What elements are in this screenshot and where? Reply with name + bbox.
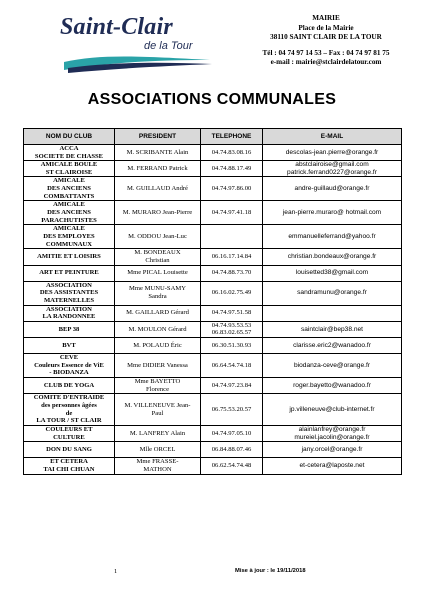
email-cell (263, 249, 402, 265)
email-cell (263, 201, 402, 225)
table-header-row (24, 129, 402, 145)
president-text: M. VILLENEUVE Jean- (124, 402, 191, 410)
phone-cell (201, 394, 263, 426)
email-cell (263, 145, 402, 161)
president-cell (115, 145, 201, 161)
phone-text: 04.74.83.08.16 (211, 148, 252, 156)
email-link[interactable]: patrick.ferrand0227@orange.fr (287, 168, 377, 176)
club-cell (24, 177, 115, 201)
table-row (24, 161, 402, 177)
president-cell (115, 377, 201, 393)
phone-text: 04.74.97.05.10 (211, 429, 252, 437)
president-text: M. MURARO Jean-Pierre (122, 209, 193, 217)
email-link[interactable]: louisetted38@gmail.com (295, 269, 369, 277)
contact-line: Tél : 04 74 97 14 53 – Fax : 04 74 97 81 75 (262, 48, 390, 57)
email-cell (263, 337, 402, 353)
club-text: TAI CHI CHUAN (43, 465, 95, 473)
phone-cell (201, 442, 263, 458)
president-text: Christian (145, 256, 170, 264)
club-text: CLUB DE YOGA (43, 381, 95, 389)
president-cell (115, 394, 201, 426)
phone-text: 04.74.97.23.84 (211, 381, 252, 389)
email-cell (263, 177, 402, 201)
phone-text: 04.74.97.41.18 (211, 209, 252, 217)
email-cell (263, 321, 402, 337)
president-text: M. MOULON Gérard (128, 325, 187, 333)
email-cell (263, 281, 402, 305)
president-text: Paul (151, 409, 164, 417)
logo-name: Saint-Clair (60, 14, 173, 40)
club-text: - BIODANZA (49, 369, 89, 377)
table-row (24, 305, 402, 321)
club-cell (24, 337, 115, 353)
club-text: BVT (62, 341, 76, 349)
table-row (24, 177, 402, 201)
table-row (24, 337, 402, 353)
club-cell (24, 161, 115, 177)
president-cell (115, 305, 201, 321)
club-cell (24, 145, 115, 161)
phone-text: 04.74.93.53.53 (211, 321, 252, 329)
phone-text: 04.74.88.17.49 (211, 164, 252, 172)
email-cell (263, 426, 402, 442)
president-cell (115, 353, 201, 377)
club-text: CULTURE (53, 433, 85, 441)
associations-table (23, 128, 402, 475)
email-link[interactable]: et-cetera@laposte.net (299, 462, 365, 470)
president-cell (115, 281, 201, 305)
club-text: PARACHUTISTES (41, 216, 97, 224)
email-link[interactable]: descolas-jean.pierre@orange.fr (285, 148, 379, 156)
club-cell (24, 377, 115, 393)
club-text: COMITE D'ENTRAIDE (33, 394, 105, 402)
table-row (24, 377, 402, 393)
president-cell (115, 201, 201, 225)
club-text: DON DU SANG (46, 446, 92, 454)
column-header-email: E-MAIL (263, 129, 402, 145)
president-cell (115, 442, 201, 458)
club-text: SOCIETE DE CHASSE (34, 152, 104, 160)
page-title: ASSOCIATIONS COMMUNALES (87, 91, 337, 108)
club-text: DES EMPLOYES (43, 233, 95, 241)
email-cell (263, 394, 402, 426)
president-text: Mme MUNU-SAMY (129, 285, 186, 293)
email-link[interactable]: jany.orcel@orange.fr (301, 446, 363, 454)
column-header-phone: TELEPHONE (201, 129, 263, 145)
table-row (24, 281, 402, 305)
club-text: LA TOUR / ST CLAIR (36, 417, 102, 425)
president-text: Sandra (148, 293, 167, 301)
president-cell (115, 426, 201, 442)
email-cell (263, 225, 402, 249)
president-text: M. SCRIBANTE Alain (126, 148, 189, 156)
phone-cell (201, 249, 263, 265)
email-link[interactable]: clarisse.eric2@wanadoo.fr (293, 341, 371, 349)
club-text: des personnes âgées (41, 402, 97, 410)
club-text: MATERNELLES (43, 296, 95, 304)
email-cell (263, 161, 402, 177)
phone-text: 06.62.54.74.48 (211, 462, 252, 470)
president-text: Mme PICAL Louisette (127, 269, 188, 277)
page-number: 1 (114, 568, 118, 575)
phone-cell (201, 353, 263, 377)
president-cell (115, 337, 201, 353)
email-link[interactable]: emmanuelleferrand@yahoo.fr (288, 233, 376, 241)
email-link[interactable]: saintclair@bep38.net (300, 325, 364, 333)
club-text: DES ASSISTANTES (39, 289, 99, 297)
president-text: M. GAILLARD Gérard (126, 309, 189, 317)
email-link[interactable]: roger.bayetto@wanadoo.fr (293, 381, 371, 389)
president-cell (115, 321, 201, 337)
club-text: ASSOCIATION (46, 305, 92, 313)
email-link[interactable]: jean-pierre.muraro@ hotmail.com (282, 209, 382, 217)
club-text: ST CLAIROISE (45, 168, 93, 176)
club-text: AMICALE BOULE (40, 161, 98, 169)
club-cell (24, 225, 115, 249)
president-text: Mme BAYETTO (134, 377, 181, 385)
phone-text: 06.75.53.20.57 (211, 405, 252, 413)
president-cell (115, 177, 201, 201)
club-text: Couleurs Essence de ViE (34, 361, 104, 369)
email-link[interactable]: christian.bondeaux@orange.fr (287, 253, 377, 261)
phone-text: 06.64.54.74.18 (211, 361, 252, 369)
phone-text: 06.83.02.65.57 (211, 329, 252, 337)
email-link[interactable]: alainlanfrey@orange.fr (298, 426, 366, 434)
club-cell (24, 281, 115, 305)
phone-cell (201, 305, 263, 321)
update-date: Mise à jour : le 19/11/2018 (235, 568, 306, 574)
mairie-line: MAIRIE (312, 14, 340, 22)
president-text: M. ODDOU Jean-Luc (128, 233, 187, 241)
table-row (24, 265, 402, 281)
email-cell (263, 458, 402, 474)
logo-wave-icon (60, 52, 220, 74)
club-text: LA RANDONNEE (42, 313, 96, 321)
president-cell (115, 225, 201, 249)
phone-cell (201, 177, 263, 201)
club-text: COMMUNAUX (45, 240, 93, 248)
column-header-president: PRESIDENT (115, 129, 201, 145)
phone-text: 04.74.88.73.70 (211, 269, 252, 277)
phone-text: 04.74.97.51.58 (211, 309, 252, 317)
club-text: AMICALE (53, 201, 85, 209)
president-cell (115, 161, 201, 177)
table-row (24, 321, 402, 337)
club-cell (24, 394, 115, 426)
president-text: M. BONDEAUX (134, 249, 181, 257)
phone-cell (201, 225, 263, 249)
club-cell (24, 458, 115, 474)
club-text: BEP 38 (58, 325, 80, 333)
club-text: ET CETERA (50, 458, 88, 466)
club-text: ART ET PEINTURE (39, 269, 99, 277)
email-cell (263, 353, 402, 377)
phone-text: 06.16.02.75.49 (211, 289, 252, 297)
club-cell (24, 265, 115, 281)
email-link[interactable]: mureiel.jacolin@orange.fr (294, 433, 370, 441)
club-text: CEVE (59, 354, 79, 362)
president-text: Mme DIDIER Vanessa (127, 361, 188, 369)
phone-cell (201, 145, 263, 161)
club-text: AMICALE (53, 225, 85, 233)
email-cell (263, 265, 402, 281)
club-text: DES ANCIENS (47, 185, 91, 193)
table-row (24, 426, 402, 442)
phone-cell (201, 161, 263, 177)
phone-cell (201, 265, 263, 281)
club-text: AMITIE ET LOISIRS (37, 253, 101, 261)
mairie-address (236, 14, 416, 68)
club-text: AMICALE (53, 177, 85, 185)
email-link[interactable]: biodanza-ceve@orange.fr (294, 361, 370, 369)
club-cell (24, 305, 115, 321)
table-row (24, 442, 402, 458)
table-row (24, 225, 402, 249)
club-text: de (65, 409, 73, 417)
phone-text: 06.30.51.30.93 (211, 341, 252, 349)
logo (60, 12, 220, 74)
president-cell (115, 265, 201, 281)
president-text: M. GUILLAUD André (127, 185, 188, 193)
column-header-club: NOM DU CLUB (24, 129, 115, 145)
email-cell (263, 442, 402, 458)
club-text: ACCA (59, 145, 79, 152)
phone-text: 06.16.17.14.84 (211, 253, 252, 261)
club-cell (24, 442, 115, 458)
phone-cell (201, 426, 263, 442)
president-text: Mme FRASSE- (136, 458, 179, 466)
phone-cell (201, 458, 263, 474)
phone-cell (201, 377, 263, 393)
president-cell (115, 249, 201, 265)
table-row (24, 201, 402, 225)
phone-cell (201, 281, 263, 305)
club-cell (24, 201, 115, 225)
email-link[interactable]: sandramunu@orange.fr (297, 289, 367, 297)
club-text: ASSOCIATION (46, 281, 92, 289)
president-text: MATHON (143, 465, 172, 473)
club-text: COMBATTANTS (43, 192, 95, 200)
email-link[interactable]: andre-guillaud@orange.fr (294, 185, 370, 193)
table-row (24, 145, 402, 161)
logo-subtitle: de la Tour (144, 40, 193, 52)
president-text: Florence (145, 385, 170, 393)
phone-cell (201, 321, 263, 337)
email-link[interactable]: jp.villeneuve@club-internet.fr (289, 405, 375, 413)
club-text: COULEURS ET (45, 426, 93, 434)
table-row (24, 394, 402, 426)
mairie-line: Place de la Mairie (298, 23, 354, 32)
president-text: M. LANFREY Alain (129, 429, 186, 437)
email-cell (263, 377, 402, 393)
phone-cell (201, 201, 263, 225)
club-cell (24, 353, 115, 377)
email-link[interactable]: abstclairoise@gmail.com (295, 161, 369, 169)
email-cell (263, 305, 402, 321)
table-row (24, 249, 402, 265)
club-cell (24, 249, 115, 265)
contact-line: e-mail : mairie@stclairdelatour.com (270, 58, 382, 67)
president-text: M. POLAUD Éric (133, 341, 182, 349)
phone-cell (201, 337, 263, 353)
mairie-line: 38110 SAINT CLAIR DE LA TOUR (270, 33, 382, 42)
club-cell (24, 426, 115, 442)
club-cell (24, 321, 115, 337)
president-text: M. FERRAND Patrick (127, 164, 188, 172)
club-text: DES ANCIENS (47, 209, 91, 217)
phone-text: 06.84.88.07.46 (211, 446, 252, 454)
president-cell (115, 458, 201, 474)
table-row (24, 458, 402, 474)
president-text: Mlle ORCEL (139, 446, 176, 454)
table-row (24, 353, 402, 377)
phone-text: 04.74.97.86.00 (211, 185, 252, 193)
